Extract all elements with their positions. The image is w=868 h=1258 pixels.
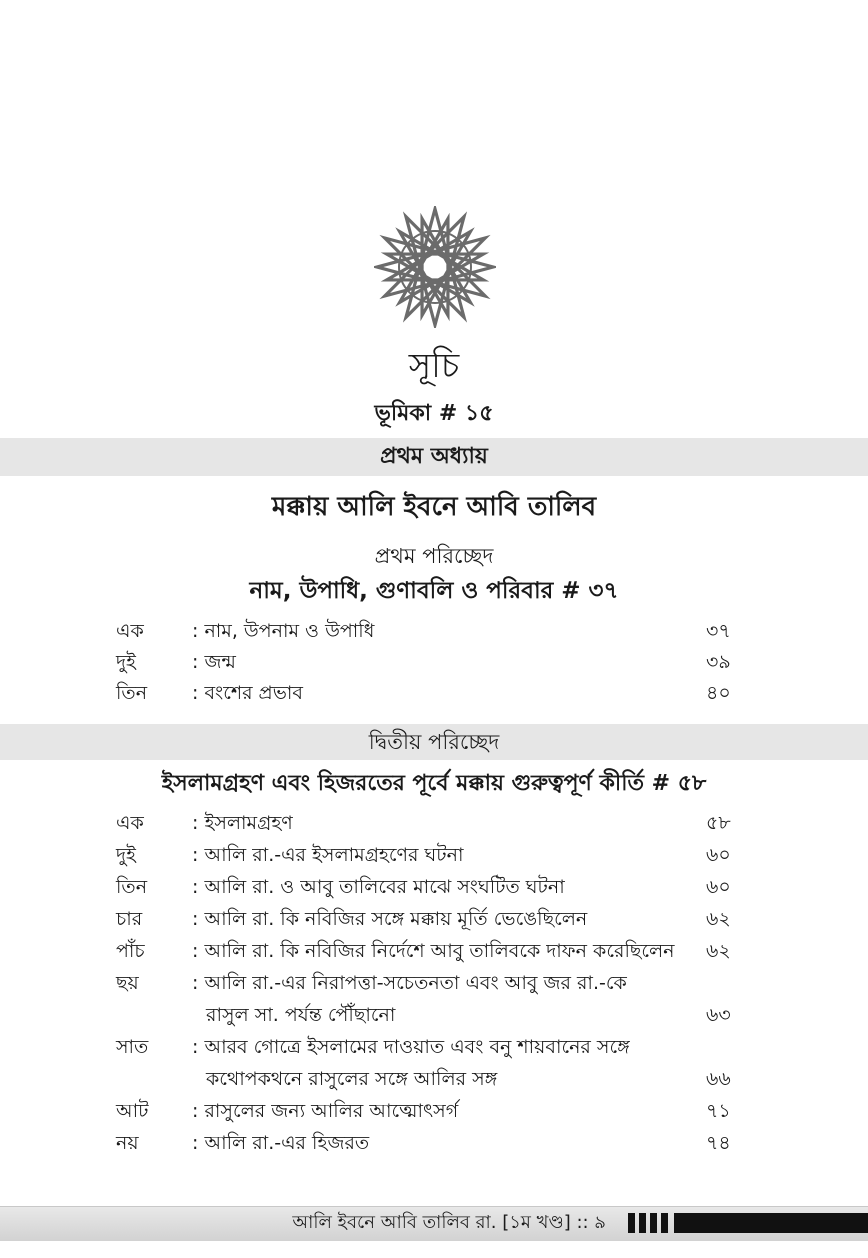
toc-number: নয়	[116, 1132, 139, 1154]
toc-number: এক	[116, 812, 144, 834]
toc-page: ৫৮	[706, 812, 731, 834]
toc-number: এক	[116, 620, 144, 642]
toc-text: রাসুল সা. পর্যন্ত পৌঁছানো	[206, 1004, 396, 1026]
toc-row[interactable]	[0, 677, 868, 709]
toc-page: ৪০	[706, 682, 731, 704]
toc-number: সাত	[116, 1036, 149, 1058]
section-heading: দ্বিতীয় পরিচ্ছেদ	[0, 724, 868, 760]
toc-number: পাঁচ	[116, 940, 145, 962]
ornament-star	[377, 209, 493, 325]
toc-text: : জন্ম	[192, 651, 236, 673]
toc-text: : আলি রা.-এর হিজরত	[192, 1132, 370, 1154]
toc-row[interactable]	[0, 807, 868, 839]
toc-text: : রাসুলের জন্য আলির আত্মোৎসর্গ	[192, 1100, 459, 1122]
toc-row[interactable]	[0, 903, 868, 935]
toc-row[interactable]	[0, 615, 868, 647]
toc-page: ৭১	[706, 1100, 731, 1122]
toc-row[interactable]	[0, 967, 868, 999]
section-title: নাম, উপাধি, গুণাবলি ও পরিবার # ৩৭	[249, 578, 619, 604]
toc-text: : আলি রা. কি নবিজির সঙ্গে মক্কায় মূর্তি ভেঙেছিলেন	[192, 908, 588, 930]
ornament-icon	[374, 206, 496, 328]
footer-running-title: আলি ইবনে আবি তালিব রা. [১ম খণ্ড] :: ৯	[292, 1212, 606, 1233]
toc-text: : আলি রা.-এর নিরাপত্তা-সচেতনতা এবং আবু জর রা.-কে	[192, 972, 627, 994]
toc-number: দুই	[116, 844, 136, 866]
toc-row[interactable]	[0, 1031, 868, 1063]
toc-text: কথোপকথনে রাসুলের সঙ্গে আলির সঙ্গ	[206, 1068, 498, 1090]
toc-page: ৬২	[706, 940, 731, 962]
toc-page: ৬০	[706, 844, 731, 866]
chapter-title: মক্কায় আলি ইবনে আবি তালিব	[271, 492, 597, 522]
section-heading: প্রথম পরিচ্ছেদ	[374, 544, 494, 568]
toc-row[interactable]	[0, 1095, 868, 1127]
toc-page: ৬২	[706, 908, 731, 930]
toc-text: : আরব গোত্রে ইসলামের দাওয়াত এবং বনু শায়বানের সঙ্গে	[192, 1036, 630, 1058]
toc-text: : আলি রা.-এর ইসলামগ্রহণের ঘটনা	[192, 844, 464, 866]
toc-page: ৭৪	[706, 1132, 731, 1154]
toc-page: ৬৩	[706, 1004, 731, 1026]
toc-page: ৬০	[706, 876, 731, 898]
ornament-star-inner	[387, 219, 484, 316]
chapter-label: প্রথম অধ্যায়	[0, 438, 868, 476]
toc-page: ৬৬	[706, 1068, 731, 1090]
toc-row-continued[interactable]	[0, 999, 868, 1031]
toc-number: তিন	[116, 682, 148, 704]
toc-text: : নাম, উপনাম ও উপাধি	[192, 620, 375, 642]
toc-number: ছয়	[116, 972, 139, 994]
toc-text: : আলি রা. কি নবিজির নির্দেশে আবু তালিবকে দাফন করেছিলেন	[192, 940, 675, 962]
toc-row[interactable]	[0, 871, 868, 903]
page-title: সূচি	[408, 346, 460, 386]
toc-number: তিন	[116, 876, 148, 898]
toc-number: আট	[116, 1100, 149, 1122]
toc-row[interactable]	[0, 1127, 868, 1159]
toc-number: দুই	[116, 651, 136, 673]
toc-page: ৩৭	[706, 620, 731, 642]
toc-text: : আলি রা. ও আবু তালিবের মাঝে সংঘটিত ঘটনা	[192, 876, 565, 898]
toc-row[interactable]	[0, 646, 868, 678]
section-title: ইসলামগ্রহণ এবং হিজরতের পূর্বে মক্কায় গুরুত্বপূর্ণ কীর্তি # ৫৮	[161, 771, 707, 796]
toc-row-continued[interactable]	[0, 1063, 868, 1095]
toc-number: চার	[116, 908, 143, 930]
toc-row[interactable]	[0, 839, 868, 871]
toc-row[interactable]	[0, 935, 868, 967]
toc-text: : বংশের প্রভাব	[192, 682, 303, 704]
toc-page: ৩৯	[706, 651, 731, 673]
intro-entry: ভূমিকা # ১৫	[374, 401, 494, 426]
toc-text: : ইসলামগ্রহণ	[192, 812, 293, 834]
